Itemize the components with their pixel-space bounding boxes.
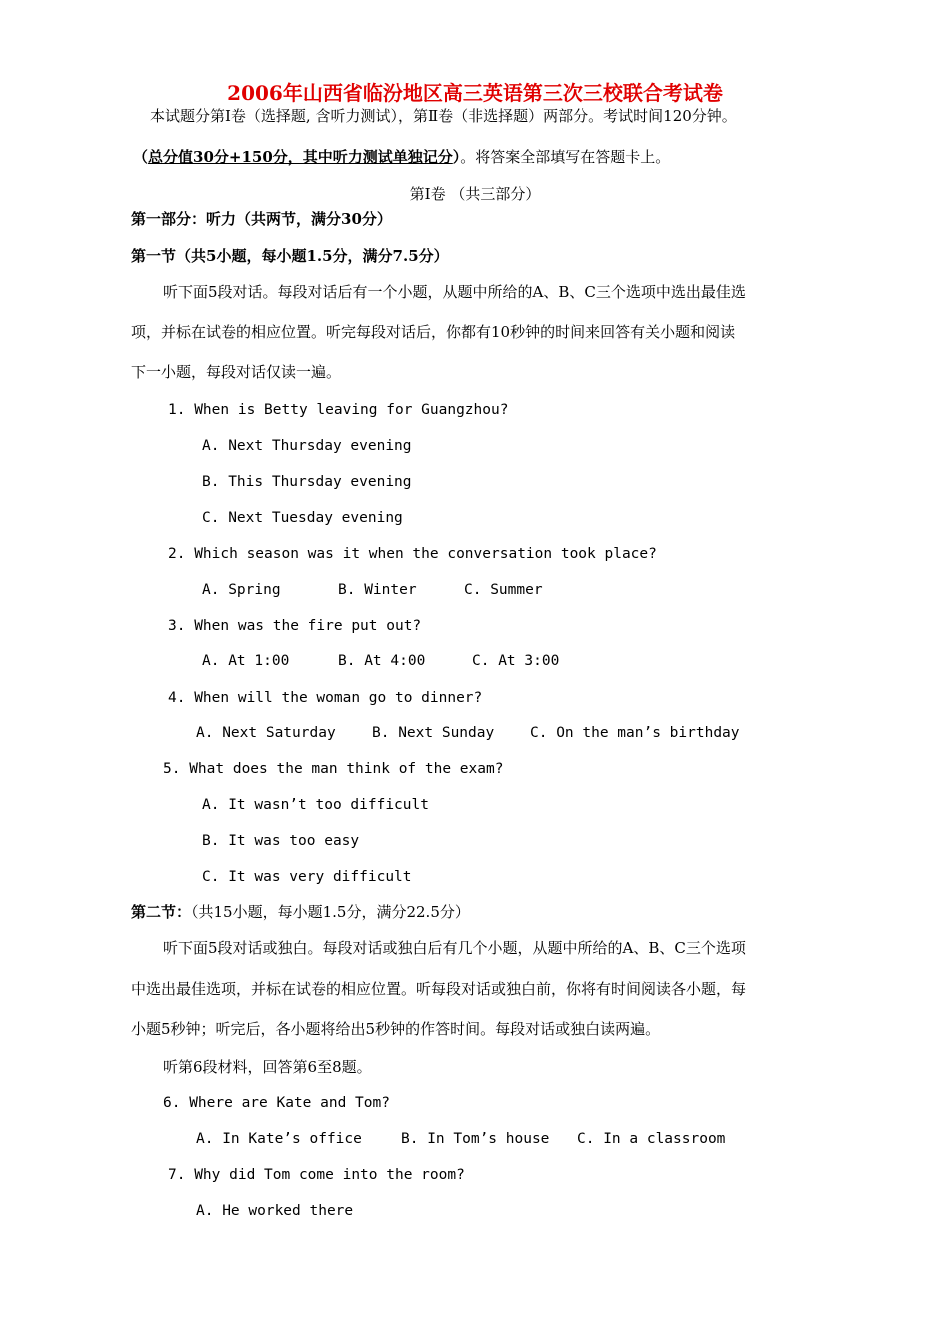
question-5-stem: 5. What does the man think of the exam? bbox=[163, 761, 504, 777]
section1-instruction-3: 下一小题，每段对话仅读一遍。 bbox=[131, 363, 342, 381]
section2-heading-label: 第二节： bbox=[131, 903, 192, 921]
intro-line-2 bbox=[133, 147, 670, 167]
question-3-option-b: B. At 4:00 bbox=[338, 653, 426, 669]
question-2-option-c: C. Summer bbox=[464, 582, 543, 598]
question-3-option-c: C. At 3:00 bbox=[472, 653, 560, 669]
question-4-option-b: B. Next Sunday bbox=[372, 725, 495, 741]
question-1-option-a: A. Next Thursday evening bbox=[202, 438, 412, 454]
section1-heading: 第一节（共5小题，每小题1.5分，满分7.5分） bbox=[131, 247, 449, 265]
section1-instruction-1: 听下面5段对话。每段对话后有一个小题，从题中所给的A、B、C三个选项中选出最佳选 bbox=[163, 283, 746, 301]
question-6-option-c: C. In a classroom bbox=[577, 1131, 726, 1147]
part1-heading: 第一部分：听力（共两节，满分30分） bbox=[131, 210, 392, 228]
intro-paren-open: （ bbox=[133, 148, 149, 166]
section2-instruction-1: 听下面5段对话或独白。每段对话或独白后有几个小题，从题中所给的A、B、C三个选项 bbox=[163, 939, 746, 957]
question-2-option-a: A. Spring bbox=[202, 582, 281, 598]
question-4-option-c: C. On the man’s birthday bbox=[530, 725, 740, 741]
question-5-option-b: B. It was too easy bbox=[202, 833, 360, 849]
question-1-option-b: B. This Thursday evening bbox=[202, 474, 412, 490]
material-note: 听第6段材料，回答第6至8题。 bbox=[163, 1058, 372, 1076]
section2-heading bbox=[131, 902, 470, 922]
question-5-option-c: C. It was very difficult bbox=[202, 869, 412, 885]
question-3-option-a: A. At 1:00 bbox=[202, 653, 290, 669]
intro-answer-note: 。将答案全部填写在答题卡上。 bbox=[460, 148, 671, 166]
question-4-option-a: A. Next Saturday bbox=[196, 725, 336, 741]
intro-paren-close: ） bbox=[452, 148, 461, 166]
question-7-option-a: A. He worked there bbox=[196, 1203, 354, 1219]
volume-heading: 第Ⅰ卷 （共三部分） bbox=[409, 185, 541, 203]
question-6-stem: 6. Where are Kate and Tom? bbox=[163, 1095, 390, 1111]
question-4-stem: 4. When will the woman go to dinner? bbox=[168, 690, 483, 706]
question-1-stem: 1. When is Betty leaving for Guangzhou? bbox=[168, 402, 509, 418]
question-7-stem: 7. Why did Tom come into the room? bbox=[168, 1167, 465, 1183]
section1-instruction-2: 项，并标在试卷的相应位置。听完每段对话后，你都有10秒钟的时间来回答有关小题和阅读 bbox=[131, 323, 736, 341]
section2-instruction-2: 中选出最佳选项，并标在试卷的相应位置。听每段对话或独白前，你将有时间阅读各小题，每 bbox=[131, 980, 747, 998]
question-2-stem: 2. Which season was it when the conversation took place? bbox=[168, 546, 657, 562]
question-3-stem: 3. When was the fire put out? bbox=[168, 618, 422, 634]
page-title: 2006年山西省临汾地区高三英语第三次三校联合考试卷 bbox=[227, 81, 723, 105]
intro-score-note: 总分值30分+150分，其中听力测试单独记分 bbox=[148, 148, 453, 166]
intro-line-1: 本试题分第Ⅰ卷（选择题, 含听力测试），第Ⅱ卷（非选择题）两部分。考试时间120分钟。 bbox=[150, 107, 737, 125]
question-1-option-c: C. Next Tuesday evening bbox=[202, 510, 403, 526]
question-2-option-b: B. Winter bbox=[338, 582, 417, 598]
section2-heading-scoring: （共15小题，每小题1.5分，满分22.5分） bbox=[191, 903, 470, 921]
question-5-option-a: A. It wasn’t too difficult bbox=[202, 797, 429, 813]
question-6-option-b: B. In Tom’s house bbox=[401, 1131, 550, 1147]
question-6-option-a: A. In Kate’s office bbox=[196, 1131, 362, 1147]
section2-instruction-3: 小题5秒钟；听完后，各小题将给出5秒钟的作答时间。每段对话或独白读两遍。 bbox=[131, 1020, 661, 1038]
